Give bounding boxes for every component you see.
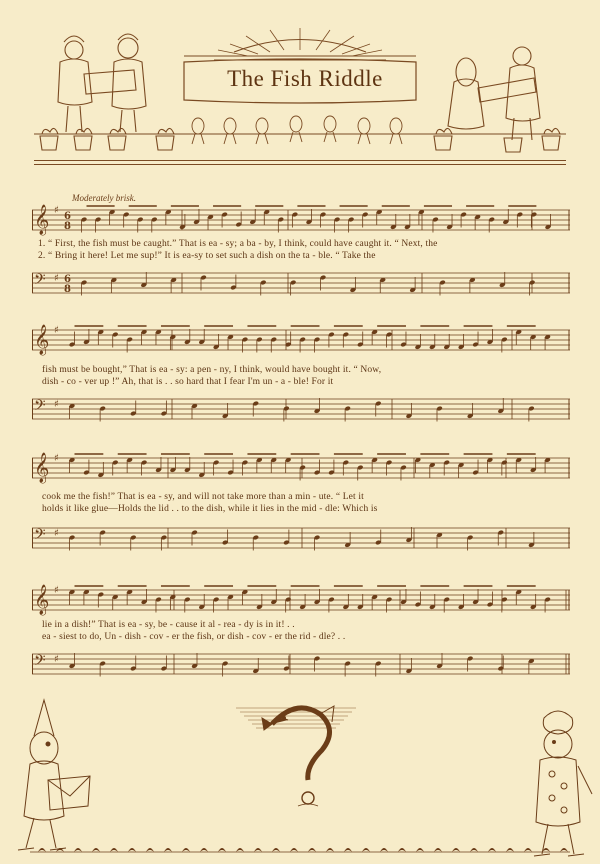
border-leaf xyxy=(434,848,442,852)
treble-staff xyxy=(32,582,570,618)
border-leaf xyxy=(560,848,568,852)
song-title: The Fish Riddle xyxy=(227,66,383,91)
lyric-verse-1: 1. “ First, the fish must be caught.” That is ea - sy; a ba - by, I think, could have caught it. “ Next, the xyxy=(38,239,438,249)
cook-figure-illustration xyxy=(518,704,598,864)
bottom-border-flourish xyxy=(30,842,570,856)
border-leaf xyxy=(254,848,262,852)
music-system-1 xyxy=(32,198,570,304)
time-signature: 6 xyxy=(64,274,71,285)
border-leaf xyxy=(200,848,208,852)
key-signature-sharp-icon: ♯ xyxy=(54,399,59,410)
border-leaf xyxy=(470,848,478,852)
treble-clef-icon: 𝄞 xyxy=(34,205,50,235)
border-leaf xyxy=(398,848,406,852)
time-signature: 6 xyxy=(64,211,71,222)
lyric-verse-2: 2. “ Bring it here! Let me sup!” It is ea-sy to set such a dish on the ta - ble. “ Take the xyxy=(38,251,376,261)
key-signature-sharp-icon: ♯ xyxy=(54,325,59,336)
tempo-marking: Moderately brisk. xyxy=(72,193,136,203)
border-leaf xyxy=(38,848,46,852)
music-system-4 xyxy=(32,578,570,684)
border-leaf xyxy=(56,848,64,852)
border-leaf xyxy=(164,848,172,852)
border-leaf xyxy=(326,848,334,852)
border-leaf xyxy=(380,848,388,852)
key-signature-sharp-icon: ♯ xyxy=(54,585,59,596)
border-leaf xyxy=(218,848,226,852)
lyric-verse-2: holds it like glue—Holds the lid . . to the dish, while it lies in the mid - dle: Which is xyxy=(42,504,378,514)
key-signature-sharp-icon: ♯ xyxy=(54,453,59,464)
border-leaf xyxy=(452,848,460,852)
border-leaf xyxy=(236,848,244,852)
header-divider-thin xyxy=(34,164,566,165)
border-leaf xyxy=(506,848,514,852)
header-divider xyxy=(34,160,566,161)
bass-staff xyxy=(32,520,570,556)
border-leaf xyxy=(74,848,82,852)
border-leaf xyxy=(362,848,370,852)
time-signature: 8 xyxy=(64,284,71,295)
lyric-verse-1: fish must be bought,” That is ea - sy: a pen - ny, I think, would have bought it. “ Now, xyxy=(42,365,382,375)
border-leaf xyxy=(146,848,154,852)
fish-with-letter-illustration xyxy=(4,696,94,856)
key-signature-sharp-icon: ♯ xyxy=(54,528,59,539)
bass-clef-icon: 𝄢 xyxy=(34,271,46,292)
border-leaf xyxy=(344,848,352,852)
time-signature: 8 xyxy=(64,221,71,232)
treble-staff xyxy=(32,202,570,238)
key-signature-sharp-icon: ♯ xyxy=(54,273,59,284)
bass-clef-icon: 𝄢 xyxy=(34,526,46,547)
border-leaf xyxy=(488,848,496,852)
lyric-verse-2: dish - co - ver up !” Ah, that is . . so hard that I fear I'm un - a - ble! For it xyxy=(42,377,334,387)
border-leaf xyxy=(416,848,424,852)
lyric-verse-2: ea - siest to do, Un - dish - cov - er the fish, or dish - cov - er the rid - dle? . . xyxy=(42,632,346,642)
border-leaf xyxy=(128,848,136,852)
lyric-verse-1: lie in a dish!” That is ea - sy, be - cause it al - rea - dy is in it! . . xyxy=(42,620,295,630)
bass-staff xyxy=(32,265,570,301)
treble-staff xyxy=(32,450,570,486)
music-system-2 xyxy=(32,318,570,424)
border-leaf xyxy=(110,848,118,852)
border-leaf xyxy=(308,848,316,852)
bass-clef-icon: 𝄢 xyxy=(34,652,46,673)
bass-clef-icon: 𝄢 xyxy=(34,397,46,418)
lyric-verse-1: cook me the fish!” That is ea - sy, and will not take more than a min - ute. “ Let it xyxy=(42,492,364,502)
key-signature-sharp-icon: ♯ xyxy=(54,205,59,216)
border-leaf xyxy=(524,848,532,852)
border-leaf xyxy=(290,848,298,852)
border-leaf xyxy=(92,848,100,852)
header-illustration xyxy=(34,22,566,162)
border-leaf xyxy=(182,848,190,852)
treble-clef-icon: 𝄞 xyxy=(34,585,50,615)
music-system-3 xyxy=(32,446,570,552)
border-leaf xyxy=(272,848,280,852)
treble-clef-icon: 𝄞 xyxy=(34,453,50,483)
fish-question-mark-illustration xyxy=(236,694,356,814)
bass-staff xyxy=(32,391,570,427)
bass-staff xyxy=(32,646,570,682)
treble-clef-icon: 𝄞 xyxy=(34,325,50,355)
key-signature-sharp-icon: ♯ xyxy=(54,654,59,665)
border-leaf xyxy=(542,848,550,852)
treble-staff xyxy=(32,322,570,358)
